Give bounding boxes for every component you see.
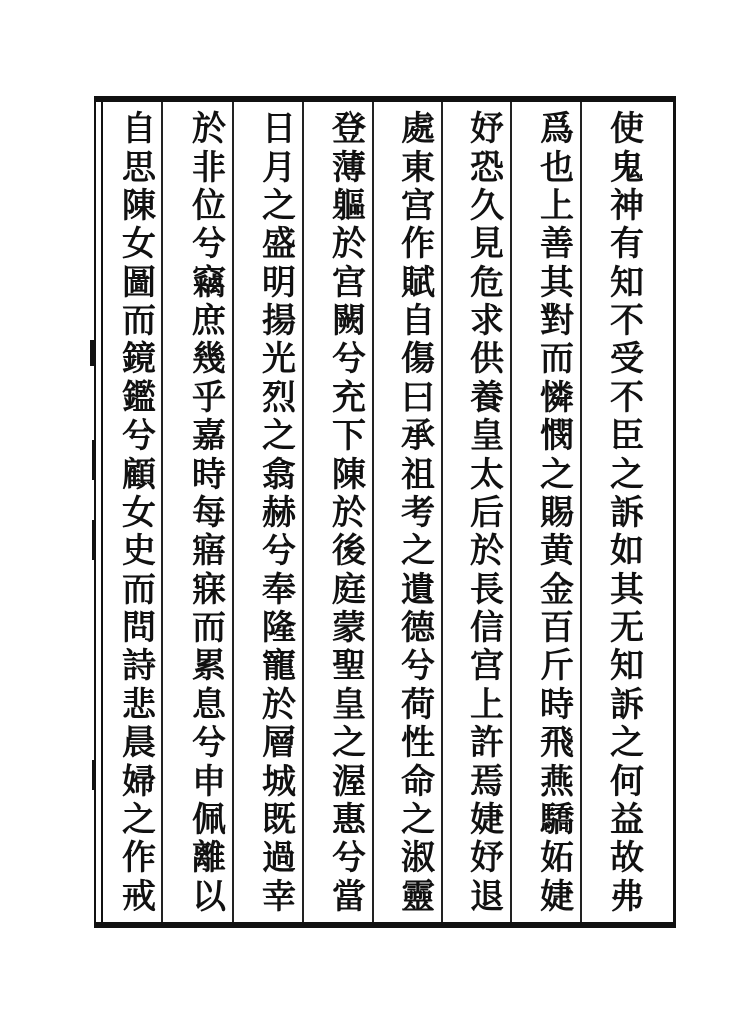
text-char: 明 bbox=[262, 262, 296, 303]
text-char: 幸 bbox=[262, 876, 296, 917]
text-char: 思 bbox=[122, 147, 156, 188]
text-char: 臣 bbox=[610, 416, 644, 457]
text-char: 性 bbox=[401, 723, 435, 764]
text-char: 日 bbox=[262, 109, 296, 150]
text-char: 闕 bbox=[332, 301, 366, 342]
text-char: 陳 bbox=[332, 454, 366, 495]
binding-mark bbox=[92, 440, 94, 480]
text-char: 之 bbox=[332, 723, 366, 764]
text-char: 悲 bbox=[122, 684, 156, 725]
text-char: 長 bbox=[470, 569, 504, 610]
text-char: 遺 bbox=[401, 569, 435, 610]
text-char: 訴 bbox=[610, 684, 644, 725]
text-char: 故 bbox=[610, 838, 644, 879]
text-char: 之 bbox=[610, 723, 644, 764]
text-char: 對 bbox=[540, 301, 574, 342]
text-char: 薄 bbox=[332, 147, 366, 188]
text-char: 傷 bbox=[401, 339, 435, 380]
text-char: 百 bbox=[540, 608, 574, 649]
text-char: 當 bbox=[332, 876, 366, 917]
text-char: 祖 bbox=[401, 454, 435, 495]
binding-mark bbox=[90, 340, 96, 366]
text-char: 見 bbox=[470, 224, 504, 265]
text-char: 德 bbox=[401, 608, 435, 649]
text-char: 不 bbox=[610, 377, 644, 418]
text-char: 皇 bbox=[332, 684, 366, 725]
column-rule bbox=[232, 102, 234, 922]
text-char: 渥 bbox=[332, 761, 366, 802]
text-char: 月 bbox=[262, 147, 296, 188]
text-char: 位 bbox=[192, 185, 226, 226]
column-rule bbox=[372, 102, 374, 922]
text-char: 后 bbox=[470, 492, 504, 533]
text-char: 如 bbox=[610, 531, 644, 572]
text-char: 寵 bbox=[262, 646, 296, 687]
text-char: 佩 bbox=[192, 799, 226, 840]
text-char: 史 bbox=[122, 531, 156, 572]
text-char: 非 bbox=[192, 147, 226, 188]
text-char: 无 bbox=[610, 608, 644, 649]
text-char: 養 bbox=[470, 377, 504, 418]
text-char: 光 bbox=[262, 339, 296, 380]
text-char: 婕 bbox=[470, 799, 504, 840]
text-char: 之 bbox=[401, 799, 435, 840]
text-char: 憫 bbox=[540, 416, 574, 457]
text-char: 供 bbox=[470, 339, 504, 380]
text-char: 而 bbox=[122, 569, 156, 610]
text-char: 離 bbox=[192, 838, 226, 879]
text-char: 蒙 bbox=[332, 608, 366, 649]
text-char: 兮 bbox=[192, 723, 226, 764]
text-char: 兮 bbox=[332, 339, 366, 380]
binding-mark bbox=[92, 520, 94, 560]
text-char: 之 bbox=[262, 185, 296, 226]
text-column-1 bbox=[604, 110, 650, 916]
text-char: 鏡 bbox=[122, 339, 156, 380]
text-char: 時 bbox=[192, 454, 226, 495]
text-char: 鬼 bbox=[610, 147, 644, 188]
text-char: 之 bbox=[540, 454, 574, 495]
text-char: 恐 bbox=[470, 147, 504, 188]
text-char: 其 bbox=[610, 569, 644, 610]
text-char: 東 bbox=[401, 147, 435, 188]
page-border-frame bbox=[94, 96, 676, 928]
text-char: 戒 bbox=[122, 876, 156, 917]
text-char: 每 bbox=[192, 492, 226, 533]
text-char: 於 bbox=[262, 684, 296, 725]
text-char: 庶 bbox=[192, 301, 226, 342]
text-char: 賜 bbox=[540, 492, 574, 533]
column-rule bbox=[441, 102, 443, 922]
text-char: 女 bbox=[122, 492, 156, 533]
text-char: 金 bbox=[540, 569, 574, 610]
text-char: 黄 bbox=[540, 531, 574, 572]
text-char: 斤 bbox=[540, 646, 574, 687]
column-rule bbox=[580, 102, 582, 922]
text-char: 以 bbox=[192, 876, 226, 917]
text-char: 層 bbox=[262, 723, 296, 764]
text-char: 晨 bbox=[122, 723, 156, 764]
text-char: 鑑 bbox=[122, 377, 156, 418]
text-char: 婕 bbox=[540, 876, 574, 917]
text-char: 兮 bbox=[192, 224, 226, 265]
text-char: 何 bbox=[610, 761, 644, 802]
text-char: 上 bbox=[540, 185, 574, 226]
text-char: 益 bbox=[610, 799, 644, 840]
text-char: 於 bbox=[470, 531, 504, 572]
text-char: 賦 bbox=[401, 262, 435, 303]
text-char: 申 bbox=[192, 761, 226, 802]
text-char: 也 bbox=[540, 147, 574, 188]
text-char: 皇 bbox=[470, 416, 504, 457]
text-char: 赫 bbox=[262, 492, 296, 533]
text-column-3 bbox=[464, 110, 510, 916]
text-char: 考 bbox=[401, 492, 435, 533]
text-char: 妤 bbox=[470, 109, 504, 150]
text-char: 之 bbox=[401, 531, 435, 572]
text-char: 宫 bbox=[332, 262, 366, 303]
text-char: 累 bbox=[192, 646, 226, 687]
text-char: 而 bbox=[192, 608, 226, 649]
text-char: 之 bbox=[610, 454, 644, 495]
text-char: 息 bbox=[192, 684, 226, 725]
text-char: 婦 bbox=[122, 761, 156, 802]
text-char: 圖 bbox=[122, 262, 156, 303]
text-char: 知 bbox=[610, 646, 644, 687]
text-char: 城 bbox=[262, 761, 296, 802]
text-char: 陳 bbox=[122, 185, 156, 226]
text-char: 充 bbox=[332, 377, 366, 418]
text-char: 飛 bbox=[540, 723, 574, 764]
text-char: 靈 bbox=[401, 876, 435, 917]
text-char: 顧 bbox=[122, 454, 156, 495]
text-char: 妤 bbox=[470, 838, 504, 879]
text-char: 使 bbox=[610, 109, 644, 150]
text-char: 久 bbox=[470, 185, 504, 226]
text-char: 既 bbox=[262, 799, 296, 840]
text-char: 寤 bbox=[192, 531, 226, 572]
text-char: 過 bbox=[262, 838, 296, 879]
text-char: 命 bbox=[401, 761, 435, 802]
text-char: 時 bbox=[540, 684, 574, 725]
text-char: 之 bbox=[262, 416, 296, 457]
text-char: 爲 bbox=[540, 109, 574, 150]
text-char: 兮 bbox=[332, 838, 366, 879]
text-char: 宫 bbox=[470, 646, 504, 687]
text-char: 危 bbox=[470, 262, 504, 303]
text-char: 於 bbox=[332, 224, 366, 265]
text-char: 處 bbox=[401, 109, 435, 150]
text-char: 淑 bbox=[401, 838, 435, 879]
text-char: 神 bbox=[610, 185, 644, 226]
column-rule bbox=[302, 102, 304, 922]
text-char: 弗 bbox=[610, 876, 644, 917]
text-char: 嘉 bbox=[192, 416, 226, 457]
text-char: 作 bbox=[122, 838, 156, 879]
inner-left-border bbox=[101, 102, 103, 922]
text-char: 作 bbox=[401, 224, 435, 265]
text-column-4 bbox=[395, 110, 441, 916]
text-char: 求 bbox=[470, 301, 504, 342]
text-char: 而 bbox=[540, 339, 574, 380]
text-char: 之 bbox=[122, 799, 156, 840]
text-char: 寐 bbox=[192, 569, 226, 610]
text-char: 軀 bbox=[332, 185, 366, 226]
column-rule bbox=[510, 102, 512, 922]
text-char: 信 bbox=[470, 608, 504, 649]
text-char: 曰 bbox=[401, 377, 435, 418]
text-char: 幾 bbox=[192, 339, 226, 380]
text-char: 於 bbox=[332, 492, 366, 533]
text-char: 女 bbox=[122, 224, 156, 265]
text-char: 隆 bbox=[262, 608, 296, 649]
text-char: 翕 bbox=[262, 454, 296, 495]
text-char: 庭 bbox=[332, 569, 366, 610]
text-char: 於 bbox=[192, 109, 226, 150]
text-char: 有 bbox=[610, 224, 644, 265]
text-char: 妬 bbox=[540, 838, 574, 879]
text-char: 憐 bbox=[540, 377, 574, 418]
text-char: 宫 bbox=[401, 185, 435, 226]
text-column-8 bbox=[116, 110, 162, 916]
text-column-2 bbox=[534, 110, 580, 916]
text-char: 不 bbox=[610, 301, 644, 342]
text-char: 上 bbox=[470, 684, 504, 725]
text-char: 而 bbox=[122, 301, 156, 342]
text-char: 其 bbox=[540, 262, 574, 303]
text-column-6 bbox=[256, 110, 302, 916]
text-char: 太 bbox=[470, 454, 504, 495]
text-char: 問 bbox=[122, 608, 156, 649]
text-char: 兮 bbox=[122, 416, 156, 457]
text-char: 燕 bbox=[540, 761, 574, 802]
text-char: 乎 bbox=[192, 377, 226, 418]
text-char: 自 bbox=[122, 109, 156, 150]
text-char: 竊 bbox=[192, 262, 226, 303]
text-char: 知 bbox=[610, 262, 644, 303]
text-char: 退 bbox=[470, 876, 504, 917]
text-char: 兮 bbox=[262, 531, 296, 572]
text-char: 烈 bbox=[262, 377, 296, 418]
text-char: 承 bbox=[401, 416, 435, 457]
text-char: 下 bbox=[332, 416, 366, 457]
text-char: 奉 bbox=[262, 569, 296, 610]
text-char: 許 bbox=[470, 723, 504, 764]
text-char: 荷 bbox=[401, 684, 435, 725]
text-char: 揚 bbox=[262, 301, 296, 342]
text-char: 惠 bbox=[332, 799, 366, 840]
text-column-7 bbox=[186, 110, 232, 916]
text-column-5 bbox=[326, 110, 372, 916]
text-char: 善 bbox=[540, 224, 574, 265]
text-char: 受 bbox=[610, 339, 644, 380]
text-char: 驕 bbox=[540, 799, 574, 840]
text-char: 自 bbox=[401, 301, 435, 342]
text-char: 聖 bbox=[332, 646, 366, 687]
text-char: 盛 bbox=[262, 224, 296, 265]
text-char: 兮 bbox=[401, 646, 435, 687]
text-char: 訴 bbox=[610, 492, 644, 533]
text-char: 焉 bbox=[470, 761, 504, 802]
text-char: 登 bbox=[332, 109, 366, 150]
binding-mark bbox=[92, 760, 94, 790]
text-char: 後 bbox=[332, 531, 366, 572]
text-char: 詩 bbox=[122, 646, 156, 687]
